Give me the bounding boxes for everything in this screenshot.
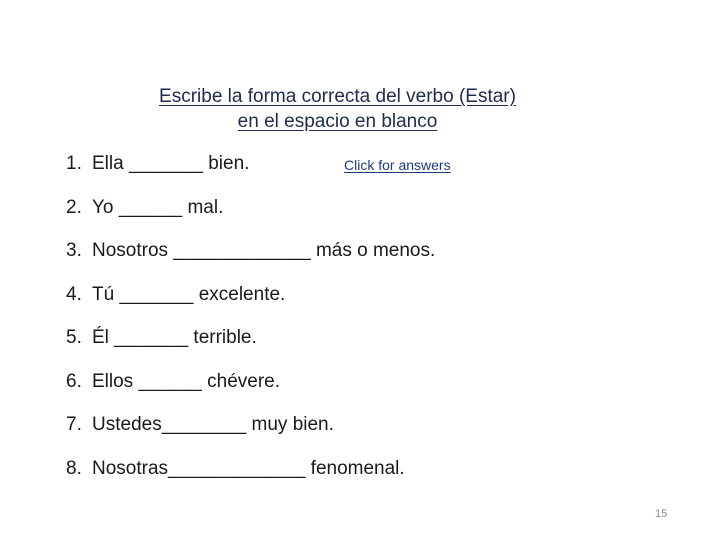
exercise-item-8 bbox=[66, 457, 405, 481]
item-text: Tú _______ excelente. bbox=[92, 284, 286, 305]
page-number: 15 bbox=[655, 508, 668, 520]
exercise-item-6 bbox=[66, 370, 280, 394]
item-text: Nosotros _____________ más o menos. bbox=[92, 240, 436, 261]
exercise-item-3 bbox=[66, 239, 435, 263]
exercise-item-2 bbox=[66, 196, 223, 220]
exercise-item-4 bbox=[66, 283, 285, 307]
item-number: 4. bbox=[66, 284, 82, 305]
exercise-item-5 bbox=[66, 326, 257, 350]
item-number: 3. bbox=[66, 240, 82, 261]
slide-title bbox=[110, 84, 565, 134]
exercise-item-7 bbox=[66, 413, 334, 437]
exercise-item-1 bbox=[66, 152, 249, 176]
click-for-answers-link[interactable]: Click for answers bbox=[344, 157, 451, 173]
item-number: 6. bbox=[66, 371, 82, 392]
item-text: Nosotras_____________ fenomenal. bbox=[92, 458, 405, 479]
item-text: Ellos ______ chévere. bbox=[92, 371, 281, 392]
item-text: Él _______ terrible. bbox=[92, 327, 257, 348]
title-line-1: Escribe la forma correcta del verbo (Estar) bbox=[159, 86, 516, 107]
item-number: 2. bbox=[66, 197, 82, 218]
title-line-2: en el espacio en blanco bbox=[237, 111, 438, 132]
item-number: 8. bbox=[66, 458, 82, 479]
item-number: 1. bbox=[66, 153, 82, 174]
item-text: Ustedes________ muy bien. bbox=[92, 414, 334, 435]
item-text: Ella _______ bien. bbox=[92, 153, 250, 174]
item-text: Yo ______ mal. bbox=[92, 197, 224, 218]
item-number: 7. bbox=[66, 414, 82, 435]
item-number: 5. bbox=[66, 327, 82, 348]
